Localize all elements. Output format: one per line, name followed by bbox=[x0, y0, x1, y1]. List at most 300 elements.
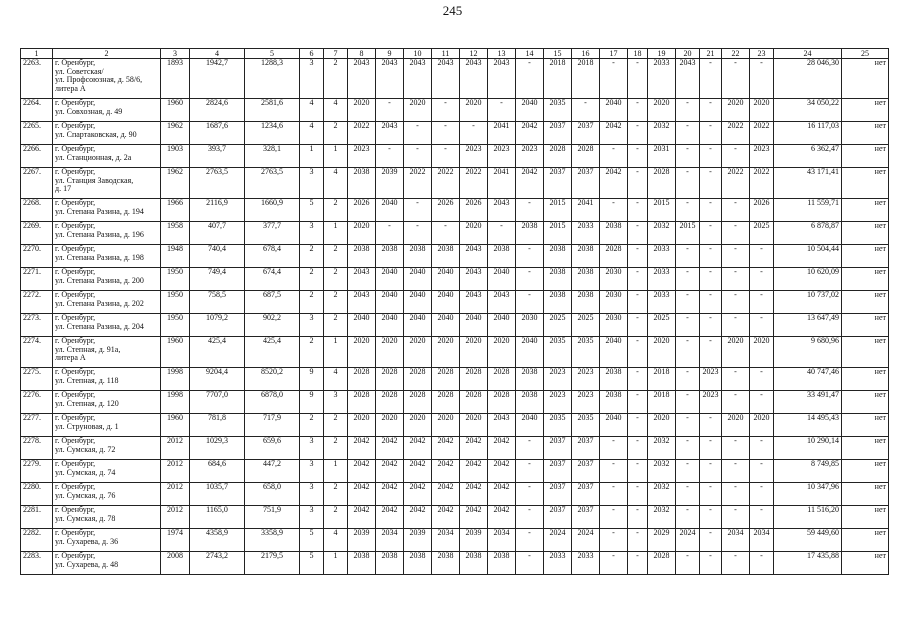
value-cell: 2020 bbox=[348, 99, 376, 122]
value-cell: - bbox=[516, 268, 544, 291]
value-cell: 2034 bbox=[750, 529, 774, 552]
address-line: ул. Сумская, д. 78 bbox=[55, 513, 116, 523]
value-cell: 2015 bbox=[544, 222, 572, 245]
value-cell: - bbox=[676, 99, 700, 122]
address-cell bbox=[53, 199, 161, 222]
value-cell: 2024 bbox=[676, 529, 700, 552]
value-cell: 2020 bbox=[750, 414, 774, 437]
value-cell: 2038 bbox=[516, 222, 544, 245]
row-number: 2269. bbox=[21, 222, 53, 245]
value-cell: - bbox=[722, 199, 750, 222]
value-cell: 2042 bbox=[404, 460, 432, 483]
address-line: ул. Станционная, д. 2а bbox=[55, 152, 132, 162]
column-number-17: 17 bbox=[600, 49, 628, 59]
value-cell: 2038 bbox=[348, 245, 376, 268]
value-cell: 2042 bbox=[460, 437, 488, 460]
value-cell: 2038 bbox=[544, 245, 572, 268]
address-line: г. Оренбург, bbox=[55, 528, 96, 537]
table-row bbox=[21, 291, 889, 314]
value-cell: 2041 bbox=[488, 168, 516, 199]
value-cell: 2028 bbox=[376, 368, 404, 391]
value-cell: 2023 bbox=[544, 368, 572, 391]
cost-cell: 11 516,20 bbox=[774, 506, 842, 529]
table-row bbox=[21, 337, 889, 368]
value-cell: 2020 bbox=[648, 99, 676, 122]
column-number-25: 25 bbox=[842, 49, 889, 59]
value-cell: - bbox=[628, 460, 648, 483]
table-row bbox=[21, 168, 889, 199]
value-cell: - bbox=[700, 122, 722, 145]
value-cell: 2020 bbox=[348, 414, 376, 437]
value-cell: 2042 bbox=[460, 460, 488, 483]
address-cell bbox=[53, 460, 161, 483]
value-cell: 1960 bbox=[161, 337, 190, 368]
value-cell: 2038 bbox=[488, 245, 516, 268]
value-cell: - bbox=[722, 368, 750, 391]
value-cell: 2040 bbox=[488, 268, 516, 291]
cost-cell: 9 680,96 bbox=[774, 337, 842, 368]
value-cell: - bbox=[700, 168, 722, 199]
value-cell: 2033 bbox=[572, 222, 600, 245]
value-cell: 5 bbox=[300, 529, 324, 552]
value-cell: - bbox=[628, 391, 648, 414]
value-cell: 2035 bbox=[544, 337, 572, 368]
value-cell: 740,4 bbox=[190, 245, 245, 268]
value-cell: - bbox=[700, 337, 722, 368]
value-cell: 717,9 bbox=[245, 414, 300, 437]
value-cell: 2033 bbox=[648, 291, 676, 314]
value-cell: 2040 bbox=[516, 337, 544, 368]
address-line: ул. Сухарева, д. 48 bbox=[55, 559, 119, 569]
value-cell: 2041 bbox=[488, 122, 516, 145]
value-cell: 2026 bbox=[432, 199, 460, 222]
value-cell: - bbox=[722, 145, 750, 168]
value-cell: - bbox=[376, 222, 404, 245]
value-cell: 2028 bbox=[648, 168, 676, 199]
value-cell: 2042 bbox=[404, 506, 432, 529]
address-line: г. Оренбург, bbox=[55, 144, 96, 153]
value-cell: 2042 bbox=[516, 168, 544, 199]
value-cell: - bbox=[628, 314, 648, 337]
value-cell: 2038 bbox=[404, 552, 432, 575]
value-cell: - bbox=[628, 529, 648, 552]
row-number: 2267. bbox=[21, 168, 53, 199]
value-cell: 2763,5 bbox=[190, 168, 245, 199]
cost-cell: 10 504,44 bbox=[774, 245, 842, 268]
table-row bbox=[21, 506, 889, 529]
address-cell bbox=[53, 245, 161, 268]
value-cell: - bbox=[628, 199, 648, 222]
value-cell: 2028 bbox=[488, 368, 516, 391]
value-cell: 2 bbox=[324, 506, 348, 529]
value-cell: - bbox=[516, 245, 544, 268]
value-cell: 2042 bbox=[460, 483, 488, 506]
value-cell: 2032 bbox=[648, 460, 676, 483]
column-number-row bbox=[21, 49, 889, 59]
address-line: г. Оренбург, bbox=[55, 198, 96, 207]
value-cell: 2023 bbox=[348, 145, 376, 168]
cost-cell: 10 347,96 bbox=[774, 483, 842, 506]
value-cell: 2033 bbox=[648, 59, 676, 99]
value-cell: - bbox=[516, 483, 544, 506]
column-number-8: 8 bbox=[348, 49, 376, 59]
column-number-13: 13 bbox=[488, 49, 516, 59]
value-cell: 2042 bbox=[600, 122, 628, 145]
value-cell: 902,2 bbox=[245, 314, 300, 337]
value-cell: 328,1 bbox=[245, 145, 300, 168]
value-cell: - bbox=[488, 222, 516, 245]
value-cell: 2 bbox=[324, 245, 348, 268]
address-cell bbox=[53, 268, 161, 291]
value-cell: 2040 bbox=[376, 199, 404, 222]
value-cell: 2037 bbox=[544, 122, 572, 145]
value-cell: - bbox=[750, 291, 774, 314]
value-cell: 2040 bbox=[348, 314, 376, 337]
table-row bbox=[21, 391, 889, 414]
value-cell: 2042 bbox=[348, 460, 376, 483]
value-cell: 9 bbox=[300, 391, 324, 414]
value-cell: 2043 bbox=[488, 199, 516, 222]
value-cell: 2040 bbox=[516, 414, 544, 437]
value-cell: 1960 bbox=[161, 99, 190, 122]
value-cell: 2 bbox=[300, 337, 324, 368]
value-cell: 3 bbox=[300, 222, 324, 245]
value-cell: - bbox=[700, 483, 722, 506]
value-cell: 2042 bbox=[376, 437, 404, 460]
value-cell: 377,7 bbox=[245, 222, 300, 245]
value-cell: 4 bbox=[324, 368, 348, 391]
value-cell: - bbox=[722, 391, 750, 414]
address-cell bbox=[53, 99, 161, 122]
address-line: литера А bbox=[55, 83, 86, 93]
value-cell: - bbox=[750, 268, 774, 291]
value-cell: 7707,0 bbox=[190, 391, 245, 414]
status-cell: нет bbox=[842, 222, 889, 245]
value-cell: - bbox=[722, 460, 750, 483]
value-cell: - bbox=[700, 268, 722, 291]
address-cell bbox=[53, 437, 161, 460]
status-cell: нет bbox=[842, 245, 889, 268]
value-cell: 2042 bbox=[488, 460, 516, 483]
value-cell: 2028 bbox=[376, 391, 404, 414]
value-cell: 1960 bbox=[161, 414, 190, 437]
address-line: г. Оренбург, bbox=[55, 459, 96, 468]
value-cell: 1288,3 bbox=[245, 59, 300, 99]
value-cell: 2179,5 bbox=[245, 552, 300, 575]
value-cell: - bbox=[600, 59, 628, 99]
value-cell: - bbox=[460, 122, 488, 145]
value-cell: 2040 bbox=[376, 314, 404, 337]
value-cell: 2032 bbox=[648, 222, 676, 245]
value-cell: 2033 bbox=[648, 245, 676, 268]
value-cell: 425,4 bbox=[190, 337, 245, 368]
value-cell: 658,0 bbox=[245, 483, 300, 506]
value-cell: 2743,2 bbox=[190, 552, 245, 575]
value-cell: 2028 bbox=[460, 368, 488, 391]
value-cell: 2032 bbox=[648, 483, 676, 506]
address-line: г. Оренбург, bbox=[55, 482, 96, 491]
value-cell: 2 bbox=[324, 483, 348, 506]
value-cell: - bbox=[516, 552, 544, 575]
column-number-3: 3 bbox=[161, 49, 190, 59]
value-cell: 2025 bbox=[750, 222, 774, 245]
address-line: г. Оренбург, bbox=[55, 436, 96, 445]
value-cell: 2020 bbox=[404, 414, 432, 437]
column-number-2: 2 bbox=[53, 49, 161, 59]
value-cell: 2030 bbox=[600, 291, 628, 314]
address-line: литера А bbox=[55, 353, 86, 362]
value-cell: - bbox=[676, 414, 700, 437]
status-cell: нет bbox=[842, 122, 889, 145]
address-cell bbox=[53, 337, 161, 368]
value-cell: 2018 bbox=[544, 59, 572, 99]
value-cell: 2022 bbox=[432, 168, 460, 199]
status-cell: нет bbox=[842, 368, 889, 391]
value-cell: 687,5 bbox=[245, 291, 300, 314]
value-cell: 2 bbox=[300, 291, 324, 314]
table-row bbox=[21, 414, 889, 437]
value-cell: - bbox=[628, 222, 648, 245]
value-cell: 6878,0 bbox=[245, 391, 300, 414]
value-cell: 2028 bbox=[404, 391, 432, 414]
value-cell: 2025 bbox=[648, 314, 676, 337]
row-number: 2268. bbox=[21, 199, 53, 222]
value-cell: 1903 bbox=[161, 145, 190, 168]
row-number: 2266. bbox=[21, 145, 53, 168]
column-number-19: 19 bbox=[648, 49, 676, 59]
address-cell bbox=[53, 59, 161, 99]
address-line: ул. Степана Разина, д. 198 bbox=[55, 252, 144, 262]
value-cell: 2043 bbox=[432, 59, 460, 99]
row-number: 2270. bbox=[21, 245, 53, 268]
value-cell: - bbox=[722, 59, 750, 99]
column-number-12: 12 bbox=[460, 49, 488, 59]
value-cell: 2020 bbox=[722, 414, 750, 437]
value-cell: 2116,9 bbox=[190, 199, 245, 222]
value-cell: 1950 bbox=[161, 268, 190, 291]
value-cell: 2040 bbox=[600, 337, 628, 368]
value-cell: 2034 bbox=[488, 529, 516, 552]
table-row bbox=[21, 59, 889, 99]
value-cell: - bbox=[750, 368, 774, 391]
address-line: ул. Спартаковская, д. 90 bbox=[55, 129, 137, 139]
address-line: ул. Степана Разина, д. 204 bbox=[55, 321, 144, 331]
address-line: ул. Степная, д. 91а, bbox=[55, 344, 121, 354]
row-number: 2282. bbox=[21, 529, 53, 552]
cost-cell: 59 449,60 bbox=[774, 529, 842, 552]
value-cell: 2040 bbox=[432, 268, 460, 291]
value-cell: - bbox=[628, 337, 648, 368]
value-cell: 2018 bbox=[648, 368, 676, 391]
value-cell: 1029,3 bbox=[190, 437, 245, 460]
value-cell: 2038 bbox=[600, 368, 628, 391]
column-number-1: 1 bbox=[21, 49, 53, 59]
value-cell: 2038 bbox=[516, 368, 544, 391]
value-cell: 3 bbox=[300, 460, 324, 483]
table-row bbox=[21, 552, 889, 575]
value-cell: 3 bbox=[324, 391, 348, 414]
status-cell: нет bbox=[842, 291, 889, 314]
value-cell: 2012 bbox=[161, 460, 190, 483]
value-cell: 2020 bbox=[432, 337, 460, 368]
row-number: 2264. bbox=[21, 99, 53, 122]
value-cell: 2038 bbox=[572, 268, 600, 291]
value-cell: 2 bbox=[324, 59, 348, 99]
value-cell: 2824,6 bbox=[190, 99, 245, 122]
page-number: 245 bbox=[442, 3, 463, 18]
status-cell: нет bbox=[842, 460, 889, 483]
value-cell: 2038 bbox=[348, 552, 376, 575]
column-number-7: 7 bbox=[324, 49, 348, 59]
row-number: 2263. bbox=[21, 59, 53, 99]
row-number: 2272. bbox=[21, 291, 53, 314]
address-cell bbox=[53, 391, 161, 414]
value-cell: - bbox=[676, 337, 700, 368]
cost-cell: 43 171,41 bbox=[774, 168, 842, 199]
value-cell: 2026 bbox=[750, 199, 774, 222]
value-cell: - bbox=[676, 437, 700, 460]
value-cell: 3 bbox=[300, 437, 324, 460]
value-cell: 1 bbox=[324, 337, 348, 368]
value-cell: 2038 bbox=[460, 552, 488, 575]
address-line: ул. Сумская, д. 72 bbox=[55, 444, 116, 454]
value-cell: 2025 bbox=[572, 314, 600, 337]
value-cell: - bbox=[600, 529, 628, 552]
value-cell: 2023 bbox=[750, 145, 774, 168]
value-cell: - bbox=[628, 59, 648, 99]
cost-cell: 8 749,85 bbox=[774, 460, 842, 483]
address-line: ул. Степная, д. 118 bbox=[55, 375, 119, 385]
value-cell: - bbox=[600, 552, 628, 575]
value-cell: - bbox=[722, 222, 750, 245]
value-cell: 2023 bbox=[544, 391, 572, 414]
value-cell: - bbox=[722, 291, 750, 314]
column-number-24: 24 bbox=[774, 49, 842, 59]
value-cell: 2034 bbox=[376, 529, 404, 552]
value-cell: 393,7 bbox=[190, 145, 245, 168]
value-cell: 2040 bbox=[376, 291, 404, 314]
column-number-6: 6 bbox=[300, 49, 324, 59]
value-cell: - bbox=[628, 145, 648, 168]
value-cell: 1079,2 bbox=[190, 314, 245, 337]
value-cell: - bbox=[600, 199, 628, 222]
value-cell: 2022 bbox=[722, 122, 750, 145]
value-cell: 2 bbox=[324, 268, 348, 291]
value-cell: 2042 bbox=[376, 483, 404, 506]
value-cell: 2035 bbox=[572, 337, 600, 368]
address-cell bbox=[53, 314, 161, 337]
value-cell: 2020 bbox=[722, 337, 750, 368]
value-cell: 2024 bbox=[544, 529, 572, 552]
value-cell: 2023 bbox=[488, 145, 516, 168]
value-cell: - bbox=[600, 145, 628, 168]
value-cell: 2037 bbox=[544, 437, 572, 460]
address-line: ул. Сумская, д. 76 bbox=[55, 490, 116, 500]
value-cell: - bbox=[700, 414, 722, 437]
value-cell: 2012 bbox=[161, 483, 190, 506]
table-row bbox=[21, 460, 889, 483]
address-cell bbox=[53, 529, 161, 552]
status-cell: нет bbox=[842, 506, 889, 529]
value-cell: - bbox=[700, 199, 722, 222]
table-row bbox=[21, 99, 889, 122]
value-cell: 4 bbox=[324, 529, 348, 552]
value-cell: 2040 bbox=[376, 268, 404, 291]
value-cell: 2028 bbox=[432, 391, 460, 414]
table-row bbox=[21, 314, 889, 337]
value-cell: 2040 bbox=[404, 291, 432, 314]
value-cell: - bbox=[676, 199, 700, 222]
value-cell: - bbox=[722, 268, 750, 291]
value-cell: 2020 bbox=[648, 414, 676, 437]
value-cell: 3 bbox=[300, 483, 324, 506]
address-line: г. Оренбург, bbox=[55, 367, 96, 376]
value-cell: 2020 bbox=[750, 337, 774, 368]
column-number-5: 5 bbox=[245, 49, 300, 59]
value-cell: 2020 bbox=[648, 337, 676, 368]
value-cell: 2035 bbox=[544, 414, 572, 437]
value-cell: - bbox=[488, 99, 516, 122]
value-cell: 2023 bbox=[460, 145, 488, 168]
value-cell: - bbox=[700, 314, 722, 337]
address-line: г. Оренбург, bbox=[55, 551, 96, 560]
value-cell: - bbox=[750, 314, 774, 337]
value-cell: 2043 bbox=[676, 59, 700, 99]
address-line: ул. Струновая, д. 1 bbox=[55, 421, 119, 431]
cost-cell: 10 290,14 bbox=[774, 437, 842, 460]
address-line: ул. Степана Разина, д. 196 bbox=[55, 229, 144, 239]
value-cell: - bbox=[404, 199, 432, 222]
cost-cell: 13 647,49 bbox=[774, 314, 842, 337]
value-cell: 1893 bbox=[161, 59, 190, 99]
value-cell: 2040 bbox=[460, 314, 488, 337]
table-row bbox=[21, 368, 889, 391]
value-cell: - bbox=[722, 245, 750, 268]
row-number: 2283. bbox=[21, 552, 53, 575]
column-number-9: 9 bbox=[376, 49, 404, 59]
value-cell: - bbox=[628, 168, 648, 199]
value-cell: 2038 bbox=[432, 552, 460, 575]
value-cell: 2023 bbox=[516, 145, 544, 168]
value-cell: 2038 bbox=[516, 391, 544, 414]
value-cell: 2 bbox=[324, 291, 348, 314]
value-cell: 2043 bbox=[348, 59, 376, 99]
table-row bbox=[21, 529, 889, 552]
value-cell: 4 bbox=[324, 168, 348, 199]
value-cell: - bbox=[722, 314, 750, 337]
value-cell: 4358,9 bbox=[190, 529, 245, 552]
value-cell: 2040 bbox=[600, 99, 628, 122]
value-cell: 2038 bbox=[376, 245, 404, 268]
cost-cell: 34 050,22 bbox=[774, 99, 842, 122]
value-cell: - bbox=[750, 552, 774, 575]
value-cell: - bbox=[700, 552, 722, 575]
value-cell: - bbox=[516, 59, 544, 99]
value-cell: - bbox=[700, 222, 722, 245]
value-cell: - bbox=[700, 145, 722, 168]
value-cell: - bbox=[516, 460, 544, 483]
value-cell: 2043 bbox=[460, 291, 488, 314]
value-cell: 2020 bbox=[722, 99, 750, 122]
value-cell: 2022 bbox=[722, 168, 750, 199]
value-cell: 2028 bbox=[544, 145, 572, 168]
value-cell: 2022 bbox=[750, 168, 774, 199]
value-cell: - bbox=[376, 145, 404, 168]
value-cell: 2040 bbox=[600, 414, 628, 437]
value-cell: 2032 bbox=[648, 506, 676, 529]
value-cell: 2020 bbox=[348, 337, 376, 368]
value-cell: 1962 bbox=[161, 168, 190, 199]
